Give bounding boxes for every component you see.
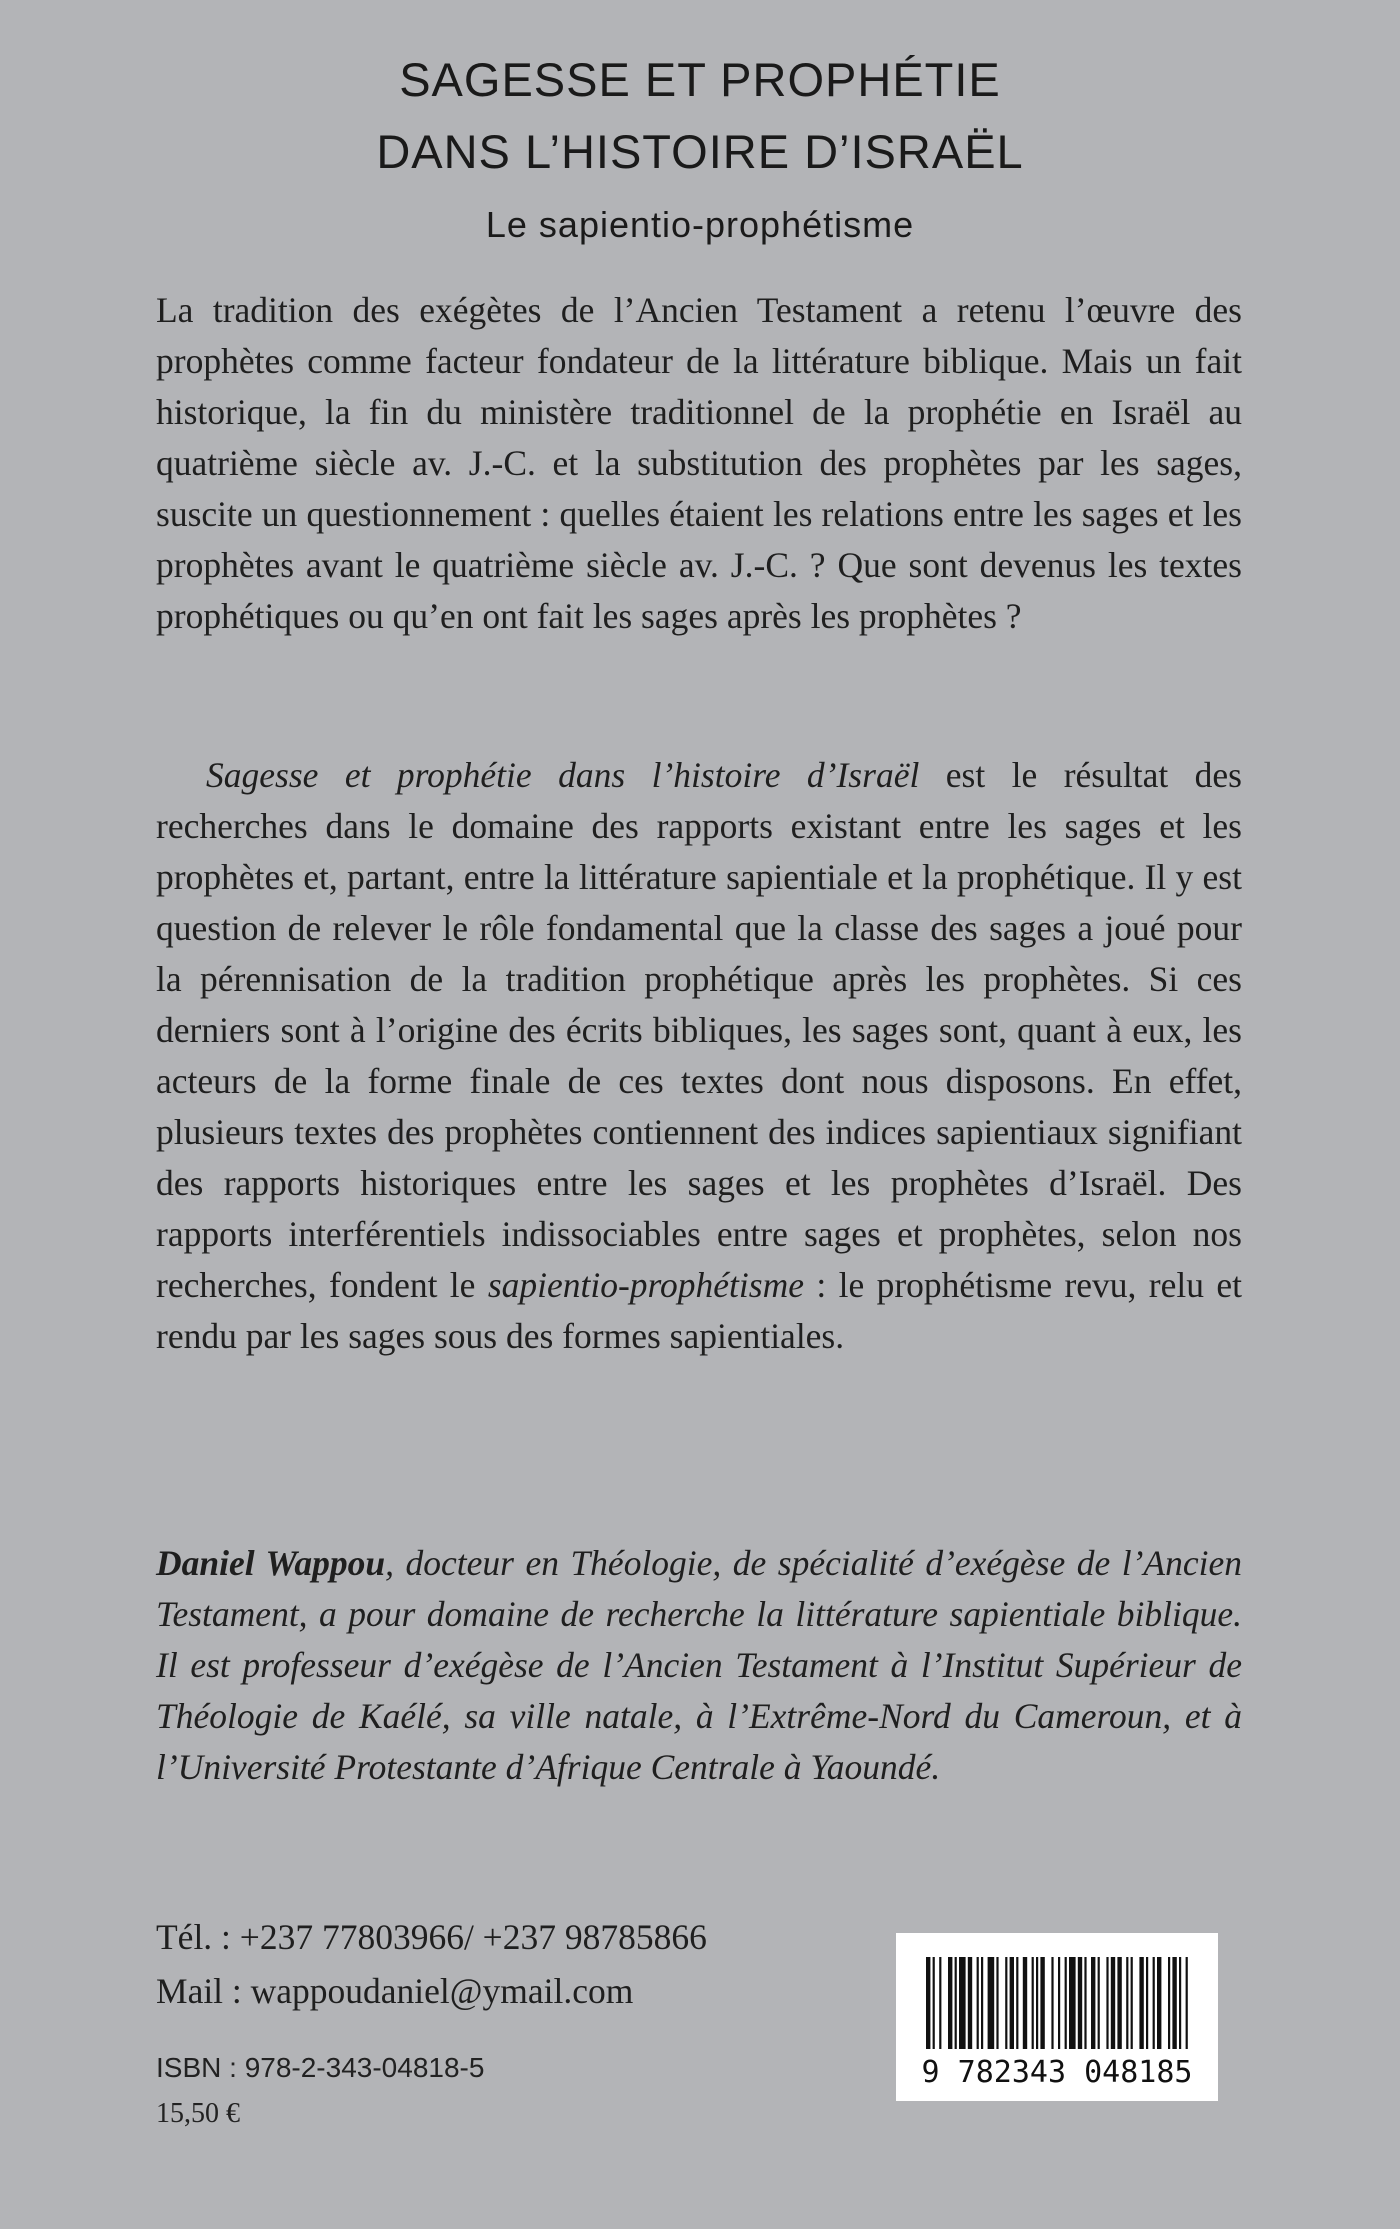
barcode-bar — [1117, 1957, 1121, 2049]
book-title-line-1: SAGESSE ET PROPHÉTIE — [399, 53, 1001, 106]
summary-paragraph-1: La tradition des exégètes de l’Ancien Testament a retenu l’œuvre des prophètes comme facteur fondateur de la littérature biblique. Mais un fait historique, la fin du ministère traditionnel de la prophétie en Israël au quatrième siècle av. J.-C. et la substitution des prophètes par les sages, suscite un questionnement : quelles étaient les relations entre les sages et les prophètes avant le quatrième siècle av. J.-C. ? Que sont devenus les textes prophétiques ou qu’en ont fait les sages après les prophètes ? — [156, 290, 1242, 636]
price: 15,50 € — [156, 2098, 240, 2129]
author-email: Mail : wappoudaniel@ymail.com — [156, 1971, 634, 2011]
barcode-bar — [1179, 1957, 1181, 2049]
barcode-bar — [981, 1957, 983, 2049]
barcode-bar — [1157, 1957, 1161, 2049]
author-phone: Tél. : +237 77803966/ +237 98785866 — [156, 1917, 707, 1957]
barcode-bar — [1016, 1957, 1018, 2049]
barcode-bar — [996, 1957, 998, 2049]
summary-paragraph-2-text-a: est le résultat des recherches dans le domaine des rapports existant entre les sages et les prophètes et, partant, entre la littérature sapientiale et la prophétique. Il y est question de relever le rôle fondamental que la classe des sages a joué pour la pérennisation de la tradition prophétique après les prophètes. Si ces derniers sont à l’origine des écrits bibliques, les sages sont, quant à eux, les acteurs de la forme finale de ces textes dont nous disposons. En effet, plusieurs textes des prophètes contiennent des indices sapientiaux signifiant des rapports historiques entre les sages et les prophètes d’Israël. Des rapports interférentiels indissociables entre sages et prophètes, selon nos recherches, fondent le — [156, 755, 1242, 1305]
barcode-bar — [1023, 1957, 1027, 2049]
barcode-digits: 9 782343 048185 — [921, 2055, 1193, 2090]
sapientio-prophetisme-term: sapientio-prophétisme — [487, 1265, 804, 1305]
barcode-bar — [1168, 1957, 1170, 2049]
barcode-bar — [1010, 1957, 1014, 2049]
author-bio-text: , docteur en Théologie, de spécialité d’exégèse de l’Ancien Testament, a pour domaine de recherche la littérature sapientiale biblique. Il est professeur d’exégèse de l’Ancien Testament à l’Institut Supérieur de Théologie de Kaélé, sa ville natale, à l’Extrême-Nord du Cameroun, et à l’Université Protestante d’Afrique Centrale à Yaoundé. — [156, 1543, 1242, 1787]
barcode-bar — [1084, 1957, 1086, 2049]
barcode-bar — [968, 1957, 972, 2049]
barcode-bar — [1146, 1957, 1148, 2049]
barcode-bar — [1051, 1957, 1053, 2049]
barcode-bar — [1126, 1957, 1128, 2049]
barcode-bar — [1040, 1957, 1044, 2049]
barcode-bar — [926, 1957, 930, 2049]
book-title-line-2: DANS L’HISTOIRE D’ISRAËL — [376, 125, 1024, 178]
barcode-bar — [988, 1957, 995, 2049]
barcode-bar — [933, 1957, 935, 2049]
barcode-bar — [1032, 1957, 1034, 2049]
barcode-bar — [948, 1957, 952, 2049]
barcode-bars — [896, 1933, 1218, 2063]
barcode-bar — [1091, 1957, 1095, 2049]
barcode-bar — [955, 1957, 957, 2049]
barcode-bar — [1065, 1957, 1067, 2049]
barcode-bar — [1186, 1957, 1188, 2049]
barcode-bar — [959, 1957, 966, 2049]
barcode-bar — [1139, 1957, 1143, 2049]
barcode-bar — [1058, 1957, 1060, 2049]
barcode — [896, 1933, 1218, 2101]
author-bio — [156, 1538, 1242, 1793]
book-subtitle: Le sapientio-prophétisme — [485, 204, 915, 245]
book-title-reference: Sagesse et prophétie dans l’histoire d’Israël — [206, 755, 920, 795]
barcode-bar — [977, 1957, 979, 2049]
barcode-bar — [1153, 1957, 1155, 2049]
barcode-bar — [1005, 1957, 1007, 2049]
barcode-bar — [1106, 1957, 1108, 2049]
author-name: Daniel Wappou — [156, 1543, 386, 1583]
summary-paragraph-2-text-b: : le prophétisme revu, relu et rendu par les sages sous des formes sapientiales. — [156, 1265, 1242, 1356]
barcode-bar — [1172, 1957, 1176, 2049]
barcode-bar — [1131, 1957, 1133, 2049]
isbn: ISBN : 978-2-343-04818-5 — [156, 2052, 485, 2083]
barcode-bar — [1069, 1957, 1076, 2049]
barcode-bar — [1098, 1957, 1100, 2049]
barcode-bar — [1078, 1957, 1082, 2049]
barcode-bar — [1036, 1957, 1038, 2049]
summary-paragraph-2 — [156, 750, 1242, 1362]
barcode-bar — [1111, 1957, 1115, 2049]
barcode-bar — [939, 1957, 941, 2049]
